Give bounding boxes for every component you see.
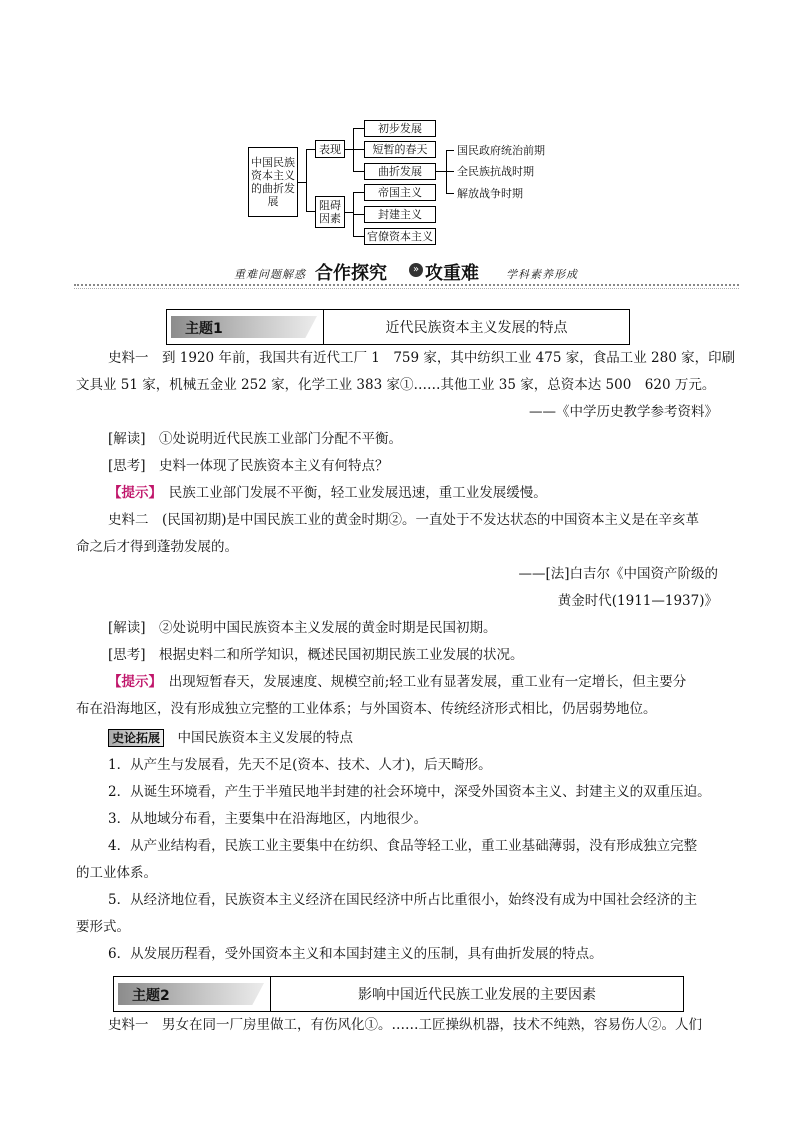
interpretation: [解读] ①处说明近代民族工业部门分配不平衡。 bbox=[108, 431, 403, 447]
point-cont: 的工业体系。 bbox=[76, 865, 157, 881]
topic-tag: 主题1 bbox=[167, 310, 324, 344]
hint: 【提示】 民族工业部门发展不平衡，轻工业发展迅速，重工业发展缓慢。 bbox=[108, 485, 547, 501]
source-citation: 黄金时代(1911—1937)》 bbox=[557, 593, 718, 609]
point: 1．从产生与发展看，先天不足(资本、技术、人才)，后天畸形。 bbox=[108, 757, 492, 773]
source-text: 命之后才得到蓬勃发展的。 bbox=[76, 539, 238, 555]
mindmap-item: 官僚资本主义 bbox=[364, 228, 436, 245]
topic-box bbox=[166, 309, 630, 345]
source-text: 史料一 到 1920 年前，我国共有近代工厂 1 759 家，其中纺织工业 475 家，食品工业 280 家，印刷 bbox=[108, 350, 736, 366]
extension-heading: 史论拓展 中国民族资本主义发展的特点 bbox=[108, 725, 353, 752]
topic-title: 影响中国近代民族工业发展的主要因素 bbox=[358, 987, 596, 1003]
mindmap-branch-biaoxian: 表现 bbox=[315, 140, 345, 158]
question: [思考] 史料一体现了民族资本主义有何特点？ bbox=[108, 458, 389, 474]
mindmap-item: 初步发展 bbox=[364, 120, 436, 137]
topic-title: 近代民族资本主义发展的特点 bbox=[385, 320, 568, 336]
source-text: 史料一 男女在同一厂房里做工，有伤风化①。……工匠操纵机器，技术不纯熟，容易伤人②。人们 bbox=[108, 1017, 702, 1033]
interpretation: [解读] ②处说明中国民族资本主义发展的黄金时期是民国初期。 bbox=[108, 620, 497, 636]
section-left-label: 重难问题解惑 bbox=[234, 268, 306, 281]
extension-tag: 史论拓展 bbox=[108, 729, 164, 747]
mindmap-item: 短暂的春天 bbox=[364, 141, 436, 158]
question: [思考] 根据史料二和所学知识，概述民国初期民族工业发展的状况。 bbox=[108, 647, 524, 663]
point: 5．从经济地位看，民族资本主义经济在国民经济中所占比重很小，始终没有成为中国社会经济的主 bbox=[108, 892, 698, 908]
source-citation: ——[法]白吉尔《中国资产阶级的 bbox=[518, 566, 718, 582]
point: 4．从产业结构看，民族工业主要集中在纺织、食品等轻工业，重工业基础薄弱，没有形成独立完整 bbox=[108, 838, 698, 854]
point: 6．从发展历程看，受外国资本主义和本国封建主义的压制，具有曲折发展的特点。 bbox=[108, 946, 603, 962]
mindmap-item: 封建主义 bbox=[364, 206, 436, 223]
mindmap-period: 国民政府统治前期 bbox=[457, 144, 545, 157]
mindmap-branch-zuai: 阻碍因素 bbox=[315, 196, 345, 228]
mindmap-root: 中国民族资本主义的曲折发展 bbox=[248, 147, 298, 217]
point: 3．从地域分布看，主要集中在沿海地区，内地很少。 bbox=[108, 811, 428, 827]
section-right-label: 学科素养形成 bbox=[506, 268, 578, 281]
hint-cont: 布在沿海地区，没有形成独立完整的工业体系；与外国资本、传统经济形式相比，仍居弱势地位。 bbox=[76, 701, 657, 717]
mindmap-item: 帝国主义 bbox=[364, 184, 436, 201]
section-title-a: 合作探究 bbox=[315, 263, 387, 284]
source-citation: ——《中学历史教学参考资料》 bbox=[529, 404, 718, 420]
mindmap-item: 曲折发展 bbox=[364, 163, 436, 180]
point: 2．从诞生环境看，产生于半殖民地半封建的社会环境中，深受外国资本主义、封建主义的双重压迫。 bbox=[108, 784, 711, 800]
topic-tag: 主题2 bbox=[114, 977, 271, 1011]
mindmap-period: 解放战争时期 bbox=[457, 187, 523, 200]
double-arrow-icon: » bbox=[409, 263, 423, 277]
mindmap-period: 全民族抗战时期 bbox=[457, 165, 534, 178]
hint: 【提示】 出现短暂春天，发展速度、规模空前;轻工业有显著发展，重工业有一定增长，但主要分 bbox=[108, 674, 687, 690]
source-text: 文具业 51 家，机械五金业 252 家，化学工业 383 家①……其他工业 35 家，总资本达 500 620 万元。 bbox=[76, 377, 716, 393]
source-text: 史料二 (民国初期)是中国民族工业的黄金时期②。一直处于不发达状态的中国资本主义是在辛亥革 bbox=[108, 512, 700, 528]
topic-box bbox=[113, 976, 684, 1012]
point-cont: 要形式。 bbox=[76, 919, 130, 935]
section-header bbox=[74, 258, 739, 290]
section-title-b: 攻重难 bbox=[425, 263, 479, 284]
